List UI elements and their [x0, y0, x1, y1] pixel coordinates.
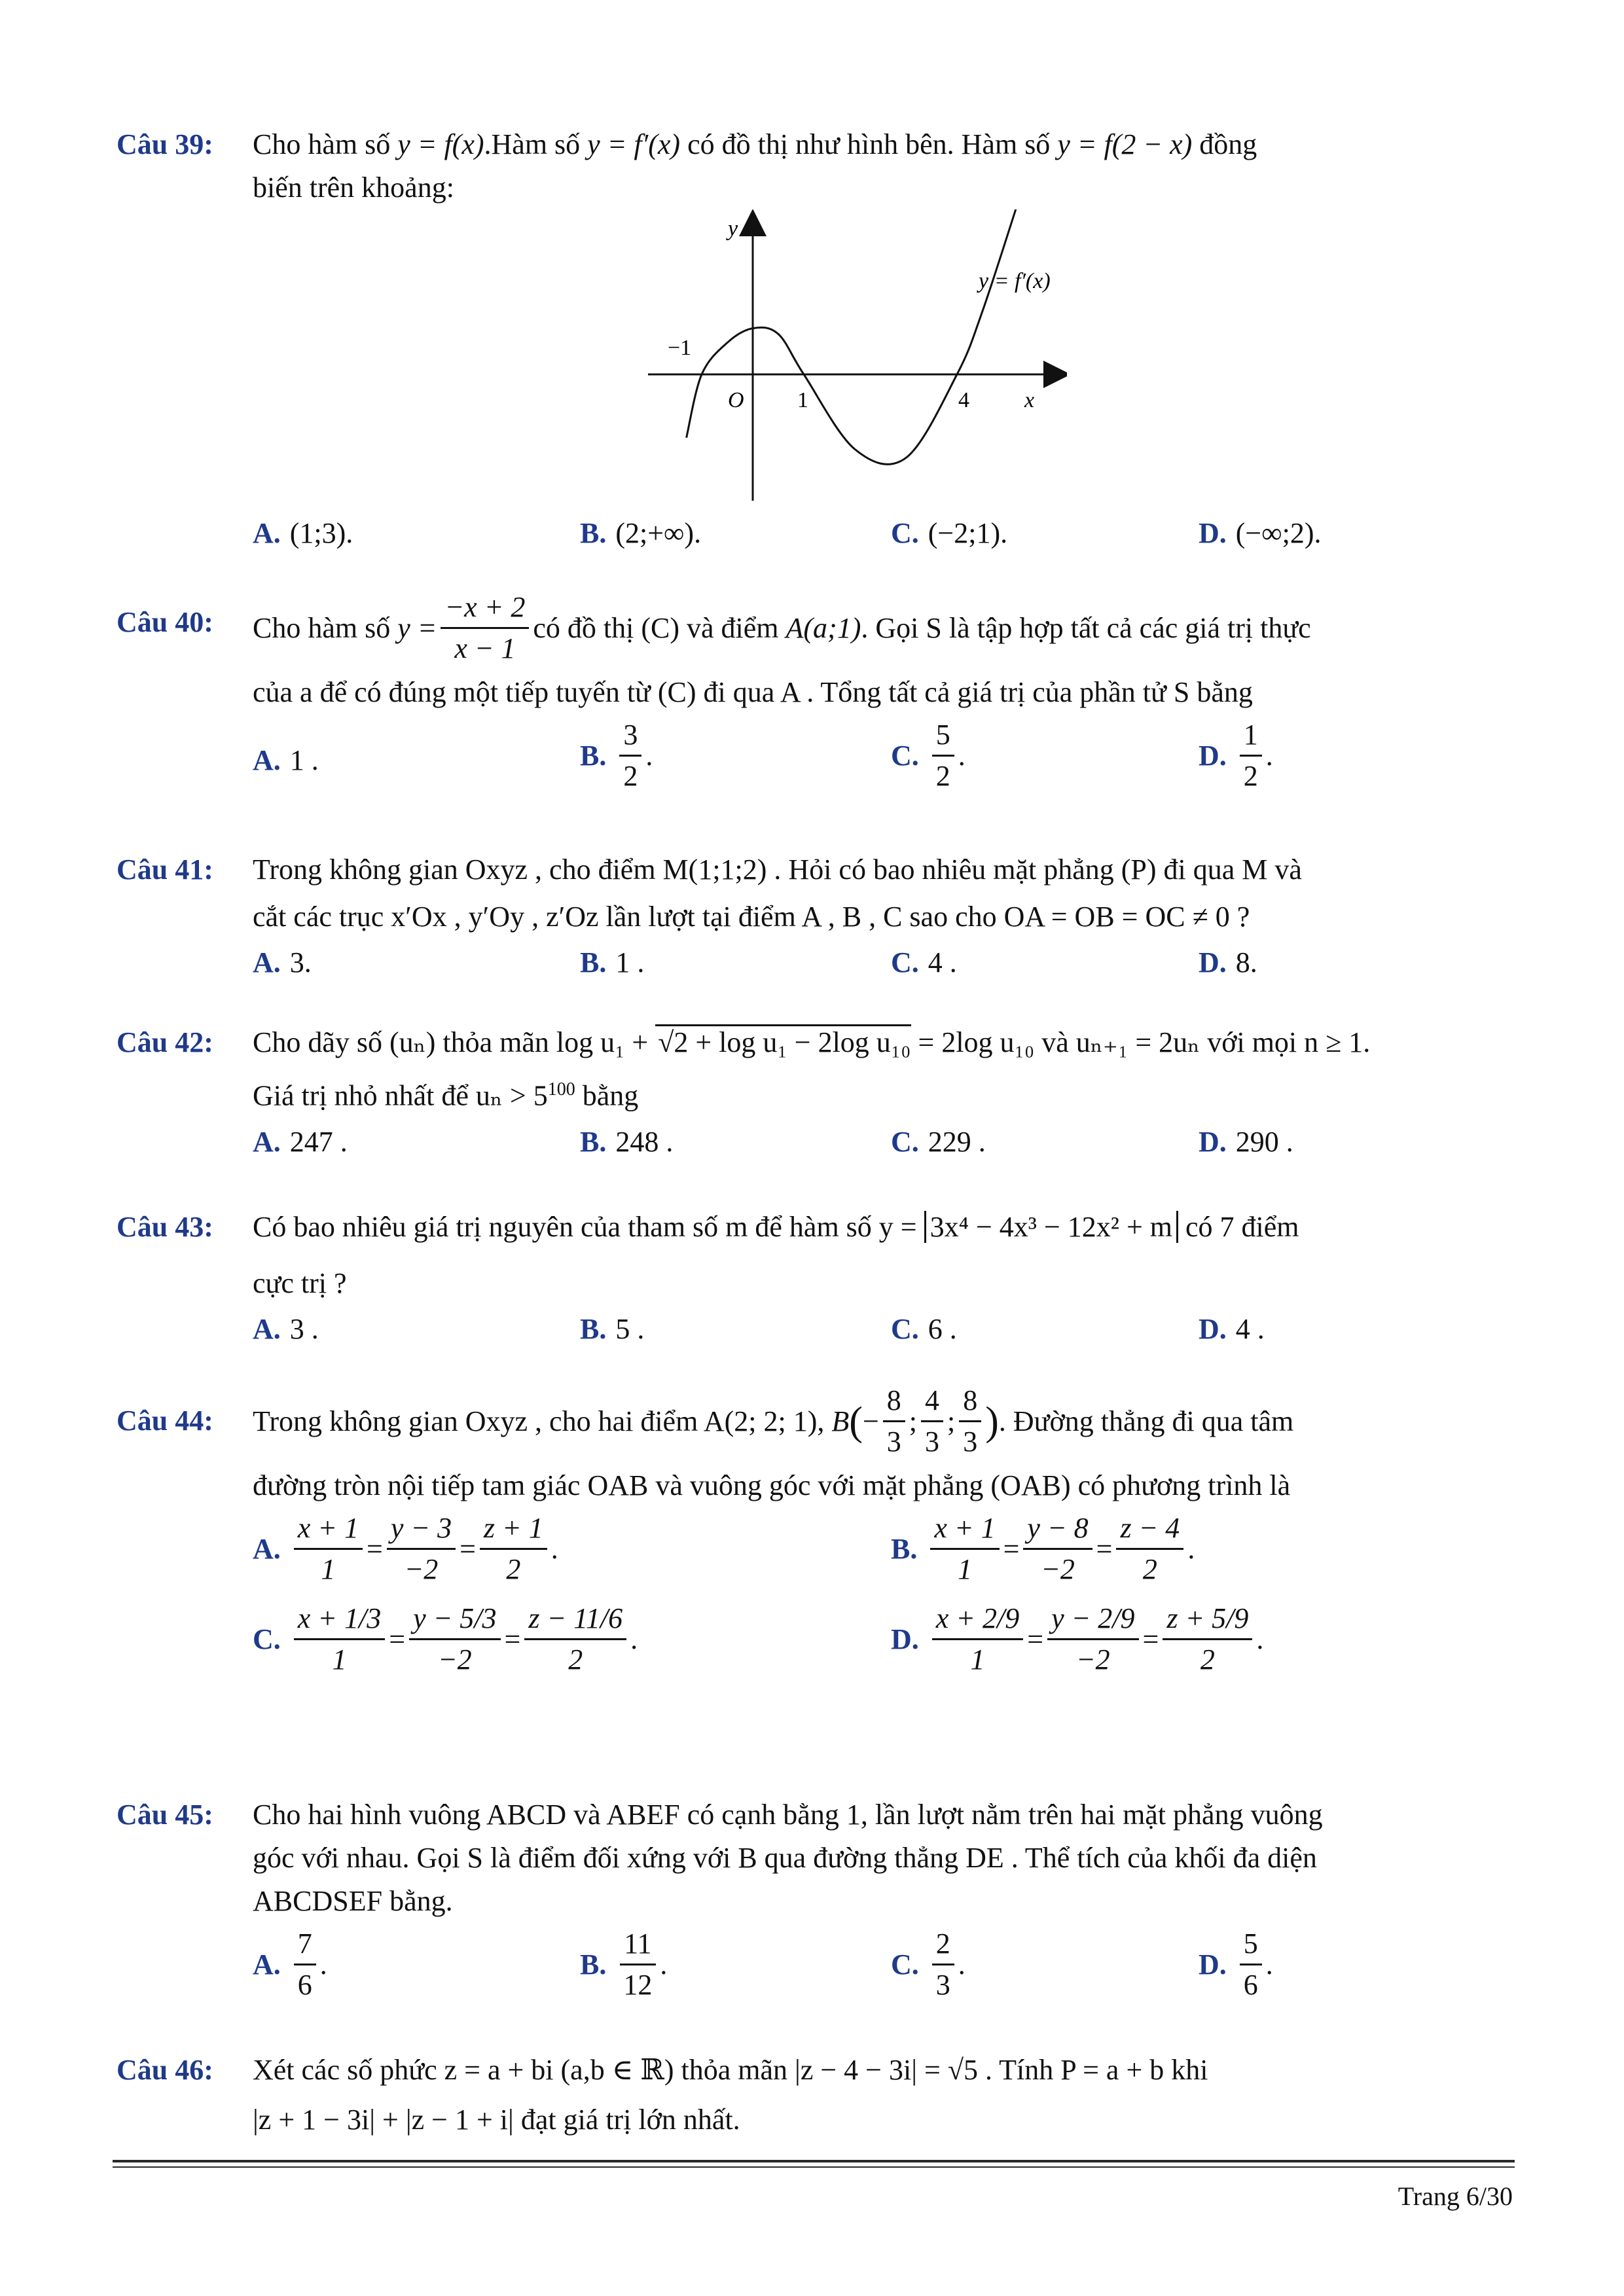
footer-rule-thin [113, 2166, 1515, 2168]
answer-options [253, 512, 1517, 584]
option-d[interactable]: D. 4 . [1199, 1313, 1265, 1345]
question-label: Câu 40: [117, 606, 213, 638]
option-c[interactable]: C. $\frac{x + 1/3}{1}$ = $\frac{y - 5/3}{-2}$ = $\frac{z - 11/6}{2}$ . [253, 1600, 638, 1678]
question-stem-line2: góc với nhau. Gọi S là điểm đối xứng với B qua đường thẳng DE . Thể tích của khối đa diện [253, 1842, 1317, 1874]
question-39 [117, 123, 1517, 209]
question-stem-line2: biến trên khoảng: [253, 171, 454, 204]
curve-label: y = f′(x) [979, 269, 1051, 293]
y-axis-label: y [728, 217, 738, 241]
answer-options [253, 1308, 1517, 1354]
option-b[interactable]: B. (2;+∞). [580, 517, 702, 549]
question-stem: Trong không gian Oxyz , cho điểm M(1;1;2) . Hỏi có bao nhiêu mặt phẳng (P) đi qua M và [253, 853, 1302, 886]
footer-rule [113, 2160, 1515, 2162]
answer-options [253, 1926, 1517, 2011]
question-label: Câu 39: [117, 128, 213, 160]
derivative-graph [648, 209, 1067, 504]
option-a[interactable]: A. $\frac{x + 1}{1}$ = $\frac{y - 3}{-2}$ = $\frac{z + 1}{2}$ . [253, 1510, 558, 1588]
question-46 [117, 2049, 1517, 2142]
question-stem: Cho hai hình vuông ABCD và ABEF có cạnh bằng 1, lần lượt nằm trên hai mặt phẳng vuông [253, 1799, 1323, 1831]
question-stem-line2: đường tròn nội tiếp tam giác OAB và vuông góc với mặt phẳng (OAB) có phương trình là [253, 1469, 1291, 1501]
question-stem-line2: của a để có đúng một tiếp tuyến từ (C) đi qua A . Tổng tất cả giá trị của phần tử S bằng [253, 676, 1253, 708]
question-stem: Cho hàm số y = f(x).Hàm số y = f′(x) có đồ thị như hình bên. Hàm số y = f(2 − x) đồng [253, 128, 1257, 160]
question-label: Câu 44: [117, 1405, 213, 1437]
question-44 [117, 1382, 1517, 1685]
question-label: Câu 41: [117, 853, 213, 886]
origin-label: O [728, 388, 744, 412]
question-stem-line2: cực trị ? [253, 1267, 347, 1299]
tick-label-1: 1 [797, 388, 808, 412]
option-d[interactable]: D. $\frac{1}{2}$ . [1199, 717, 1273, 795]
question-label: Câu 43: [117, 1211, 213, 1243]
option-d[interactable]: D. (−∞;2). [1199, 517, 1322, 549]
question-stem: Cho dãy số (uₙ) thỏa mãn log u₁ + √2 + log u₁ − 2log u₁₀ = 2log u₁₀ và uₙ₊₁ = 2uₙ với mọi n ≥ 1. [253, 1021, 1517, 1064]
option-c[interactable]: C. 229 . [891, 1125, 986, 1158]
question-45 [117, 1793, 1517, 2011]
question-41 [117, 848, 1517, 987]
option-d[interactable]: D. $\frac{x + 2/9}{1}$ = $\frac{y - 2/9}{-2}$ = $\frac{z + 5/9}{2}$ . [891, 1600, 1263, 1678]
question-stem-line2: cắt các trục x′Ox , y′Oy , z′Oz lần lượt tại điểm A , B , C sao cho OA = OB = OC ≠ 0 ? [253, 901, 1250, 933]
tick-label-4: 4 [958, 388, 969, 412]
option-d[interactable]: D. $\frac{5}{6}$ . [1199, 1926, 1273, 2003]
option-c[interactable]: C. (−2;1). [891, 517, 1008, 549]
option-a[interactable]: A. (1;3). [253, 517, 353, 549]
option-a[interactable]: A. 3. [253, 946, 312, 978]
tick-label-neg1: −1 [668, 336, 692, 360]
option-b[interactable]: B. $\frac{x + 1}{1}$ = $\frac{y - 8}{-2}$ = $\frac{z - 4}{2}$ . [891, 1510, 1195, 1588]
x-axis-label: x [1024, 388, 1035, 412]
question-40 [117, 589, 1517, 802]
page-number: Trang 6/30 [1398, 2181, 1513, 2211]
answer-options-row2 [253, 1600, 1517, 1685]
option-a[interactable]: A. 1 . [253, 744, 319, 776]
question-stem-line3: ABCDSEF bằng. [253, 1885, 453, 1917]
option-d[interactable]: D. 290 . [1199, 1125, 1293, 1158]
question-label: Câu 42: [117, 1026, 213, 1058]
option-b[interactable]: B. 5 . [580, 1313, 645, 1345]
question-stem: Xét các số phức z = a + bi (a,b ∈ ℝ) thỏa mãn |z − 4 − 3i| = √5 . Tính P = a + b khi [253, 2054, 1208, 2086]
option-c[interactable]: C. $\frac{2}{3}$ . [891, 1926, 965, 2003]
question-label: Câu 46: [117, 2054, 213, 2086]
option-a[interactable]: A. 247 . [253, 1125, 348, 1158]
square-root: √2 + log u₁ − 2log u₁₀ [655, 1024, 911, 1058]
answer-options [253, 941, 1517, 987]
option-a[interactable]: A. 3 . [253, 1313, 319, 1345]
answer-options [253, 717, 1517, 802]
absolute-value-expression: 3x⁴ − 4x³ − 12x² + m [924, 1211, 1178, 1243]
option-b[interactable]: B. 248 . [580, 1125, 674, 1158]
option-b[interactable]: B. $\frac{11}{12}$ . [580, 1926, 667, 2003]
question-stem: Cho hàm số y = $\frac{-x + 2}{x - 1}$ có đồ thị (C) và điểm A(a;1) . Gọi S là tập hợp tất cả các giá trị thực [253, 589, 1517, 667]
answer-options [253, 1121, 1517, 1166]
option-b[interactable]: B. $\frac{3}{2}$ . [580, 717, 653, 795]
question-43 [117, 1206, 1517, 1354]
fraction: $\frac{-x + 2}{x - 1}$ [441, 589, 529, 667]
question-stem-line2: Giá trị nhỏ nhất để $u_n > 5^{100}$ bằng [253, 1079, 639, 1112]
option-c[interactable]: C. $\frac{5}{2}$ . [891, 717, 965, 795]
question-39-options [117, 509, 1517, 584]
option-c[interactable]: C. 4 . [891, 946, 957, 978]
answer-options-row1 [253, 1510, 1517, 1595]
option-b[interactable]: B. 1 . [580, 946, 645, 978]
question-stem: Trong không gian Oxyz , cho hai điểm A(2; 2; 1), B ( − $\frac{8}{3}$ ; $\frac{4}{3}$ ; $\frac{8}{3}$ ) . Đường thẳng đi qua tâm [253, 1382, 1517, 1460]
curve-fprime [687, 209, 1019, 464]
option-a[interactable]: A. $\frac{7}{6}$ . [253, 1926, 327, 2003]
question-42 [117, 1021, 1517, 1166]
option-c[interactable]: C. 6 . [891, 1313, 957, 1345]
question-stem: Có bao nhiêu giá trị nguyên của tham số m để hàm số y = 3x⁴ − 4x³ − 12x² + m có 7 điểm [253, 1211, 1299, 1243]
question-label: Câu 45: [117, 1799, 213, 1831]
option-d[interactable]: D. 8. [1199, 946, 1257, 978]
question-stem-line2: |z + 1 − 3i| + |z − 1 + i| đạt giá trị lớn nhất. [253, 2104, 740, 2136]
